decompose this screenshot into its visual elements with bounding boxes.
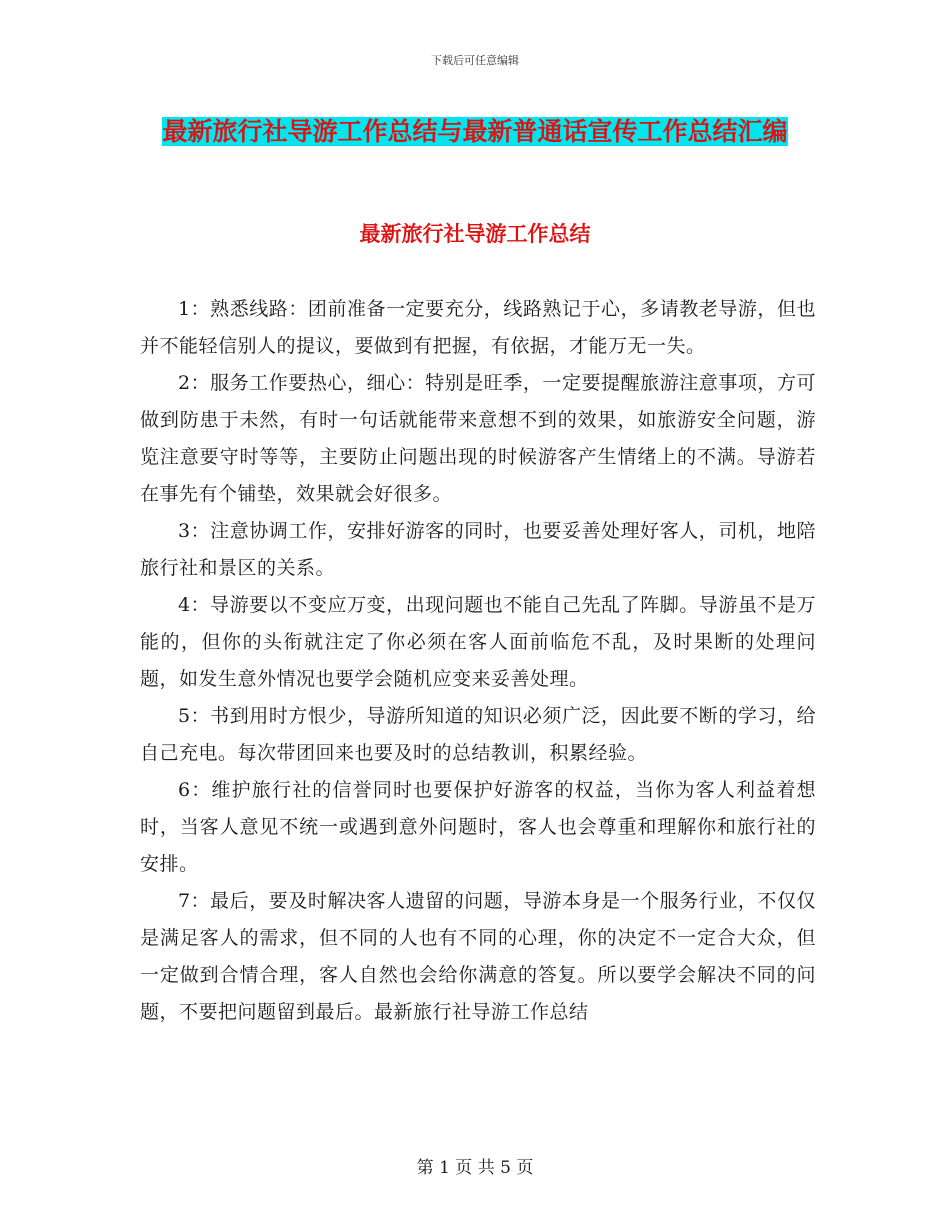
paragraph-3: 3：注意协调工作，安排好游客的同时，也要妥善处理好客人，司机，地陪旅行社和景区的关系。 [140,520,816,579]
document-title [150,108,800,156]
document-body [140,291,816,1031]
paragraph-7: 7：最后，要及时解决客人遗留的问题，导游本身是一个服务行业，不仅仅是满足客人的需求，但不同的人也有不同的心理，你的决定不一定合大众，但一定做到合情合理，客人自然也会给你满意的答复。所以要学会解决不同的问题，不要把问题留到最后。最新旅行社导游工作总结 [140,890,816,1023]
paragraph-1: 1：熟悉线路：团前准备一定要充分，线路熟记于心，多请教老导游，但也并不能轻信别人的提议，要做到有把握，有依据，才能万无一失。 [140,298,816,357]
header-note: 下载后可任意编辑 [431,54,519,67]
page-footer: 第 1 页 共 5 页 [416,1158,534,1178]
section-title: 最新旅行社导游工作总结 [359,222,591,246]
paragraph-2: 2：服务工作要热心，细心：特别是旺季，一定要提醒旅游注意事项，方可做到防患于未然，有时一句话就能带来意想不到的效果，如旅游安全问题，游览注意要守时等等，主要防止问题出现的时候游客产生情绪上的不满。导游若在事先有个铺垫，效果就会好很多。 [140,372,816,505]
document-title-text: 最新旅行社导游工作总结与最新普通话宣传工作总结汇编 [162,117,788,146]
paragraph-5: 5：书到用时方恨少，导游所知道的知识必须广泛，因此要不断的学习，给自己充电。每次带团回来也要及时的总结教训，积累经验。 [140,705,816,764]
paragraph-6: 6：维护旅行社的信誉同时也要保护好游客的权益，当你为客人利益着想时，当客人意见不统一或遇到意外问题时，客人也会尊重和理解你和旅行社的安排。 [140,779,816,875]
paragraph-4: 4：导游要以不变应万变，出现问题也不能自己先乱了阵脚。导游虽不是万能的，但你的头衔就注定了你必须在客人面前临危不乱，及时果断的处理问题，如发生意外情况也要学会随机应变来妥善处理。 [140,594,816,690]
